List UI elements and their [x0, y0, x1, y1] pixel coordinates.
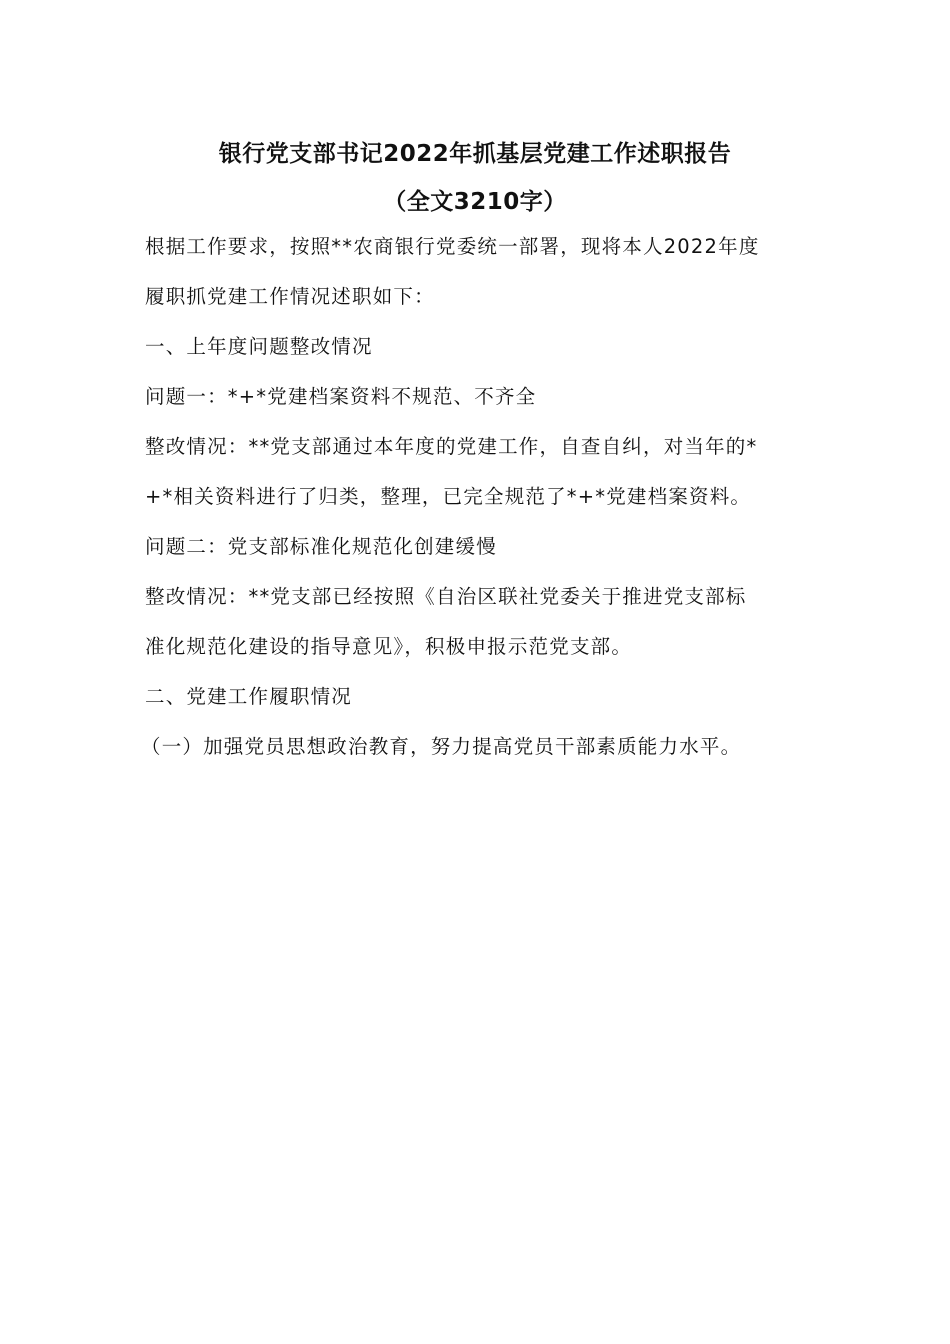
issue-heading: 问题一：*+*党建档案资料不规范、不齐全 [145, 385, 537, 408]
paragraph-line: +*相关资料进行了归类，整理，已完全规范了*+*党建档案资料。 [145, 485, 752, 508]
paragraph-line: 整改情况：**党支部通过本年度的党建工作，自查自纠，对当年的* [145, 435, 758, 458]
section-heading: 一、上年度问题整改情况 [145, 335, 373, 358]
paragraph-line: 整改情况：**党支部已经按照《自治区联社党委关于推进党支部标 [145, 585, 747, 608]
issue-heading: 问题二：党支部标准化规范化创建缓慢 [145, 535, 497, 558]
document-subtitle: （全文3210字） [383, 189, 567, 215]
paragraph-line: 根据工作要求，按照**农商银行党委统一部署，现将本人2022年度 [145, 235, 760, 258]
paragraph-line: 准化规范化建设的指导意见》，积极申报示范党支部。 [145, 635, 633, 658]
document-body [141, 222, 815, 772]
subsection-heading: （一）加强党员思想政治教育，努力提高党员干部素质能力水平。 [141, 735, 742, 758]
section-heading: 二、党建工作履职情况 [145, 685, 353, 708]
document-title: 银行党支部书记2022年抓基层党建工作述职报告 [218, 141, 732, 167]
paragraph-line: 履职抓党建工作情况述职如下： [145, 285, 435, 308]
